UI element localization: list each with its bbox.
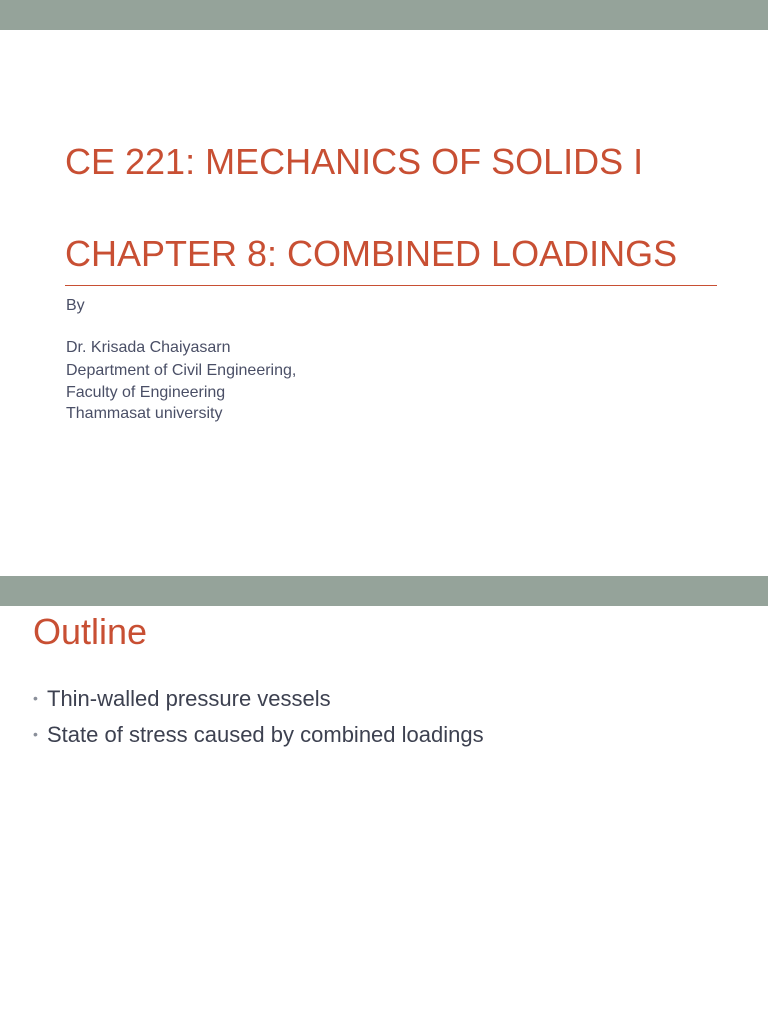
- chapter-title: CHAPTER 8: COMBINED LOADINGS: [65, 233, 678, 274]
- author-university: Thammasat university: [66, 405, 223, 422]
- outline-bullet: [33, 724, 484, 746]
- author-faculty: Faculty of Engineering: [66, 384, 226, 401]
- outline-slide: [0, 576, 768, 1024]
- course-title: CE 221: MECHANICS OF SOLIDS I: [65, 141, 644, 182]
- outline-title: Outline: [33, 611, 148, 652]
- bullet-dot-icon: •: [33, 726, 38, 742]
- outline-bullet-text: Thin-walled pressure vessels: [47, 686, 331, 711]
- by-label: By: [66, 297, 85, 314]
- outline-bullet-text: State of stress caused by combined loadings: [47, 722, 484, 747]
- outline-bullet: [33, 688, 331, 710]
- title-divider: [65, 285, 717, 286]
- slide-header-band: [0, 0, 768, 30]
- author-name: Dr. Krisada Chaiyasarn: [66, 339, 231, 356]
- slide-header-band: [0, 576, 768, 606]
- bullet-dot-icon: •: [33, 690, 38, 706]
- author-department: Department of Civil Engineering,: [66, 362, 297, 379]
